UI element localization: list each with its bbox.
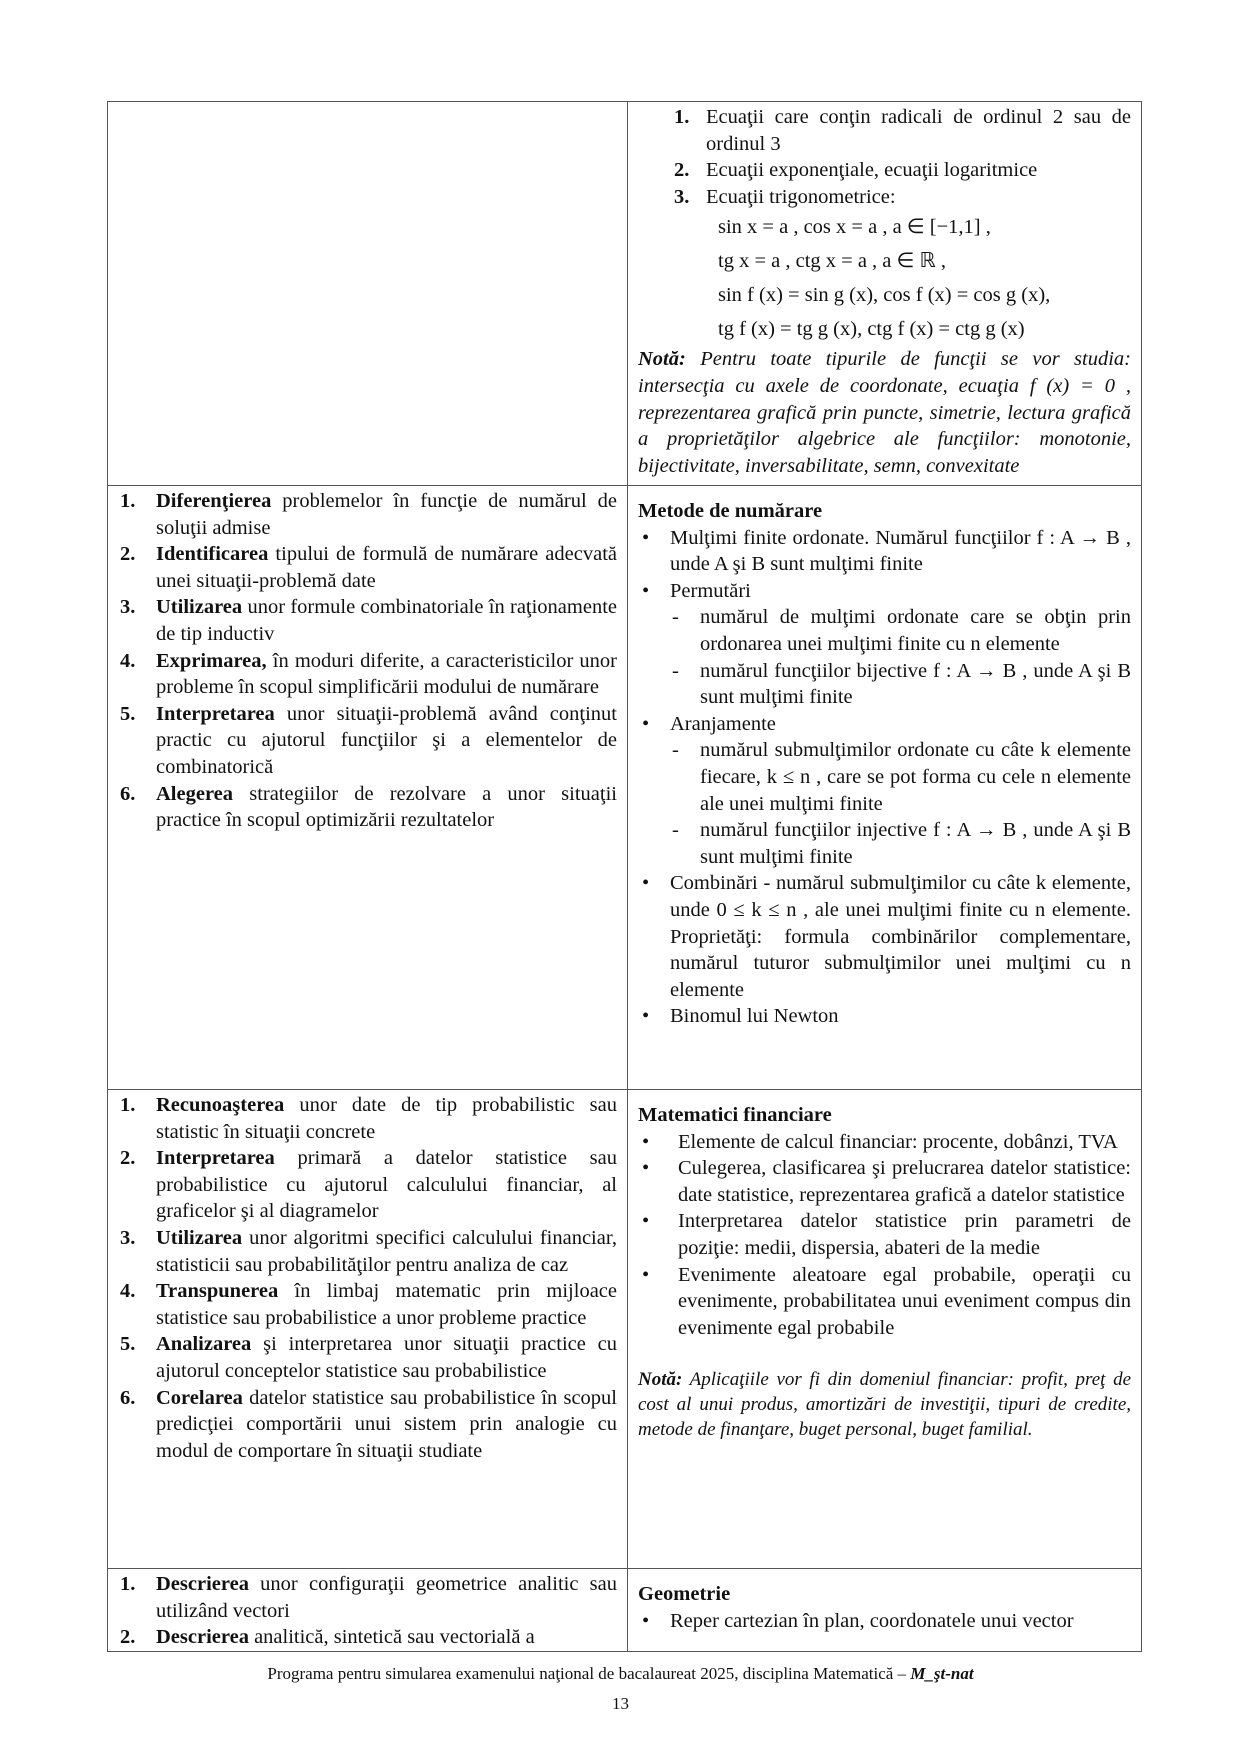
list-item: 3. Ecuaţii trigonometrice: <box>674 185 896 208</box>
list-item: • Permutări - numărul de mulţimi ordonate care se obţin prin ordonarea unei mulţimi finite cu n elemente - numărul funcţiilor bijective f : A → B , unde A şi B sunt mulţimi finite <box>638 578 1131 711</box>
list-item: 4. Exprimarea, în moduri diferite, a caracteristicilor unor probleme în scopul simplificării modului de numărare <box>120 649 617 699</box>
list-item: 6. Corelarea datelor statistice sau probabilistice în scopul predicţiei comportării unui sistem prin analogie cu modul de comportare în situaţii studiate <box>120 1386 617 1462</box>
list-item: 5. Interpretarea unor situaţii-problemă având conţinut practic cu ajutorul funcţiilor şi a elementelor de combinatorică <box>120 702 617 778</box>
content-cell <box>628 486 1142 1090</box>
list-item: 3. Utilizarea unor formule combinatoriale în raţionamente de tip inductiv <box>120 596 617 645</box>
formula: sin x = a , cos x = a , a ∈ [−1,1] , <box>718 216 991 239</box>
list-item: 1. Recunoaşterea unor date de tip probabilistic sau statistic în situaţii concrete <box>120 1094 617 1143</box>
note: Notă: Pentru toate tipurile de funcţii se vor studia: intersecţia cu axele de coordonate, ecuaţia f (x) = 0 , reprezentarea grafică prin puncte, simetrie, lectura grafică a proprietăţilor algebrice ale funcţiilor: monotonie, bijectivitate, inversabilitate, semn, convexitate <box>638 348 1131 477</box>
list-item: • Interpretarea datelor statistice prin parametri de poziţie: medii, dispersia, abateri de la medie <box>638 1208 1131 1261</box>
list-item: 2. Ecuaţii exponenţiale, ecuaţii logaritmice <box>674 159 1038 182</box>
list-item: 2. Descrierea analitică, sintetică sau vectorială a <box>120 1626 535 1649</box>
content-cell <box>628 1090 1142 1569</box>
table-row <box>108 1090 1142 1569</box>
sub-item: - numărul submulţimilor ordonate cu câte k elemente fiecare, k ≤ n , care se pot forma cu cele n elemente ale unei mulţimi finite <box>670 737 1131 817</box>
table-row <box>108 1569 1142 1652</box>
section-title: Matematici financiare <box>638 1104 832 1126</box>
list-item: • Binomul lui Newton <box>638 1003 1131 1030</box>
list-item: 3. Utilizarea unor algoritmi specifici calculului financiar, statisticii sau probabilităţilor pentru analiza de caz <box>120 1226 617 1276</box>
list-item: • Reper cartezian în plan, coordonatele unui vector <box>638 1608 1131 1635</box>
list-item: • Elemente de calcul financiar: procente, dobânzi, TVA <box>638 1129 1131 1156</box>
formula: sin f (x) = sin g (x), cos f (x) = cos g (x), <box>718 284 1051 307</box>
list-item: 1. Ecuaţii care conţin radicali de ordinul 2 sau de ordinul 3 <box>674 106 1131 155</box>
list-item: • Evenimente aleatoare egal probabile, operaţii cu evenimente, probabilitatea unui eveniment compus din evenimente egal probabile <box>638 1262 1131 1342</box>
sub-item: - numărul funcţiilor injective f : A → B , unde A şi B sunt mulţimi finite <box>670 817 1131 870</box>
section-title: Metode de numărare <box>638 500 823 522</box>
list-item: 1. Diferenţierea problemelor în funcţie de numărul de soluţii admise <box>120 490 617 539</box>
page-footer: Programa pentru simularea examenului naţional de bacalaureat 2025, disciplina Matematică – M_şt-nat <box>267 1664 974 1683</box>
list-item: 6. Alegerea strategiilor de rezolvare a unor situaţii practice în scopul optimizării rezultatelor <box>120 782 617 832</box>
competencies-cell <box>108 1090 628 1569</box>
list-item: • Combinări - numărul submulţimilor cu câte k elemente, unde 0 ≤ k ≤ n , ale unei mulţimi finite cu n elemente. Proprietăţi: formula combinărilor complementare, numărul tuturor submulţimilor unei mulţimi cu n elemente <box>638 870 1131 1003</box>
list-item: 1. Descrierea unor configuraţii geometrice analitic sau utilizând vectori <box>120 1573 617 1622</box>
sub-item: - numărul de mulţimi ordonate care se obţin prin ordonarea unei mulţimi finite cu n elemente <box>670 604 1131 657</box>
section-title: Geometrie <box>638 1583 731 1605</box>
content-cell <box>628 1569 1142 1652</box>
formula: tg f (x) = tg g (x), ctg f (x) = ctg g (x) <box>718 318 1025 341</box>
competencies-cell <box>108 486 628 1090</box>
list-item: 2. Identificarea tipului de formulă de numărare adecvată unei situaţii-problemă date <box>120 543 617 592</box>
note: Notă: Aplicaţiile vor fi din domeniul financiar: profit, preţ de cost al unui produs, amortizări de investiţii, tipuri de credite, metode de finanţare, buget personal, buget familial. <box>638 1369 1131 1441</box>
curriculum-table <box>107 101 1142 1652</box>
list-item: • Aranjamente - numărul submulţimilor ordonate cu câte k elemente fiecare, k ≤ n , care se pot forma cu cele n elemente ale unei mulţimi finite - numărul funcţiilor injective f : A → B , unde A şi B sunt mulţimi finite <box>638 711 1131 871</box>
competencies-cell <box>108 1569 628 1652</box>
content-cell <box>628 102 1142 486</box>
page-number: 13 <box>612 1694 629 1713</box>
list-item: • Culegerea, clasificarea şi prelucrarea datelor statistice: date statistice, reprezentarea grafică a datelor statistice <box>638 1155 1131 1208</box>
table-row <box>108 102 1142 486</box>
formula: tg x = a , ctg x = a , a ∈ ℝ , <box>718 250 947 273</box>
competencies-cell <box>108 102 628 486</box>
sub-item: - numărul funcţiilor bijective f : A → B , unde A şi B sunt mulţimi finite <box>670 658 1131 711</box>
list-item: • Mulţimi finite ordonate. Numărul funcţiilor f : A → B , unde A şi B sunt mulţimi finite <box>638 525 1131 578</box>
list-item: 4. Transpunerea în limbaj matematic prin mijloace statistice sau probabilistice a unor probleme practice <box>120 1280 617 1329</box>
list-item: 5. Analizarea şi interpretarea unor situaţii practice cu ajutorul conceptelor statistice sau probabilistice <box>120 1333 617 1382</box>
table-row <box>108 486 1142 1090</box>
list-item: 2. Interpretarea primară a datelor statistice sau probabilistice cu ajutorul calculului financiar, al graficelor şi al diagramelor <box>120 1147 617 1223</box>
